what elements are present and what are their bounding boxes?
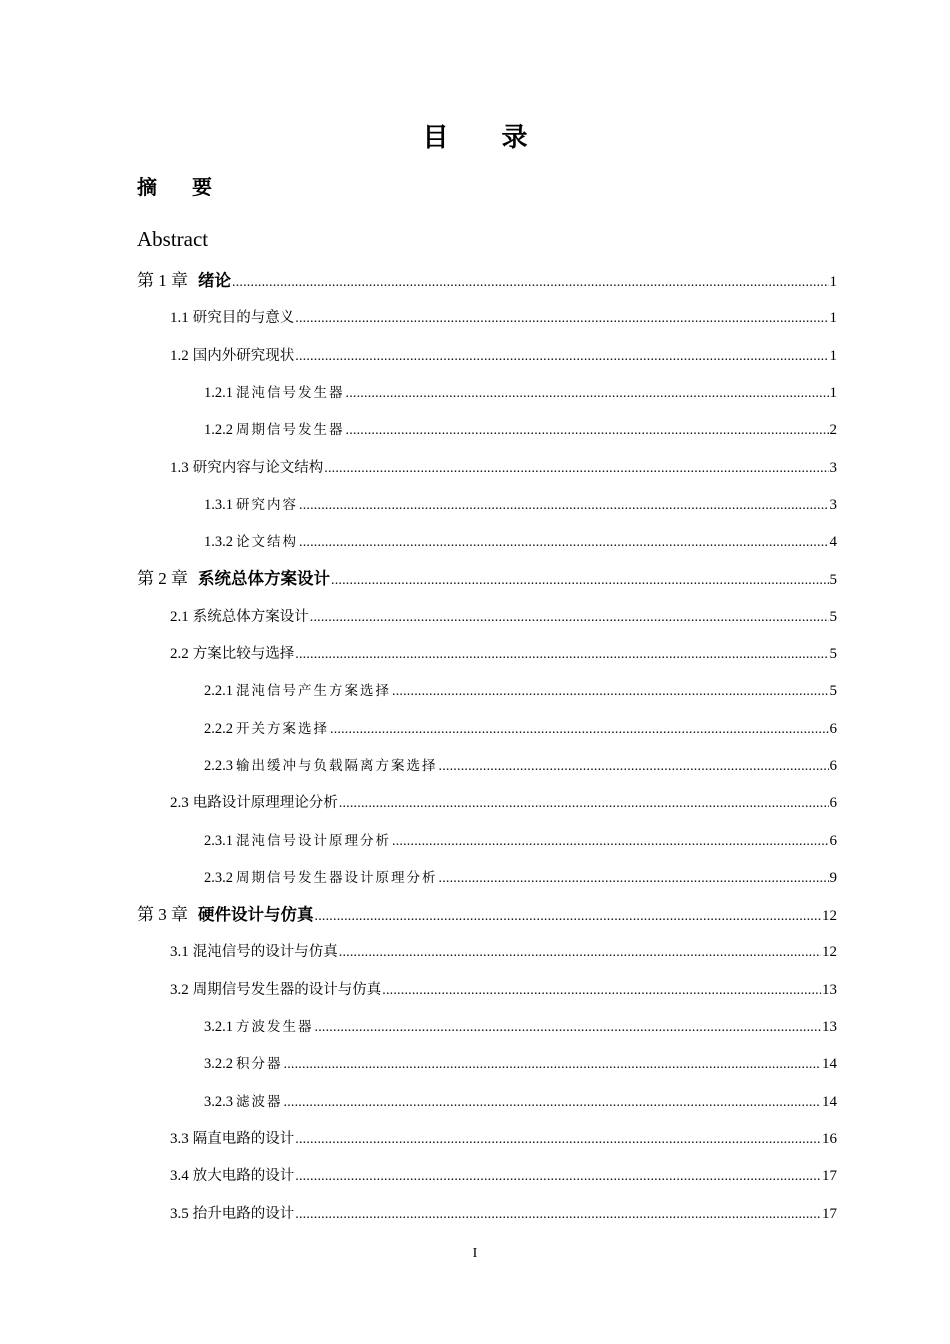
toc-entry-page: 3 [829, 460, 837, 476]
toc-entry-number: 第 3 章 [137, 905, 188, 924]
toc-entry-number: 1.3 [170, 460, 189, 476]
toc-entry-page: 14 [822, 1094, 837, 1110]
toc-entry[interactable] [170, 343, 837, 369]
toc-entry-label: 隔直电路的设计 [192, 1131, 295, 1147]
toc-entry[interactable] [137, 902, 837, 928]
toc-entry-page: 2 [829, 422, 837, 438]
toc-entry-label: 绪论 [198, 271, 231, 290]
toc-dot-leader [331, 568, 829, 594]
toc-entry-page: 9 [829, 870, 837, 886]
toc-entry-label: 周期信号发生器的设计与仿真 [192, 982, 382, 998]
toc-entry[interactable] [170, 1201, 837, 1227]
toc-entry-label: 周期信号发生器 [236, 422, 345, 438]
toc-entry-page: 16 [822, 1131, 837, 1147]
toc-entry-number: 第 2 章 [137, 569, 188, 588]
toc-entry-number: 1.2.1 [204, 385, 233, 401]
toc-dot-leader [346, 418, 829, 444]
toc-entry[interactable] [170, 455, 837, 481]
toc-entry[interactable] [170, 977, 837, 1003]
toc-entry[interactable] [204, 1051, 837, 1077]
toc-dot-leader [382, 978, 821, 1004]
toc-dot-leader [295, 306, 828, 332]
toc-entry-page: 5 [829, 646, 837, 662]
toc-entry[interactable] [204, 492, 837, 518]
toc-dot-leader [299, 493, 829, 519]
toc-entry-page: 4 [829, 534, 837, 550]
toc-entry-label: 混沌信号的设计与仿真 [192, 944, 338, 960]
toc-entry-page: 17 [822, 1206, 837, 1222]
toc-entry[interactable] [137, 268, 837, 294]
toc-dot-leader [295, 642, 828, 668]
toc-dot-leader [295, 344, 828, 370]
toc-entry-label: 论文结构 [236, 534, 298, 550]
toc-entry[interactable] [204, 529, 837, 555]
toc-entry-label: 混沌信号设计原理分析 [236, 833, 391, 849]
toc-entry[interactable] [204, 1014, 837, 1040]
toc-entry[interactable] [170, 939, 837, 965]
toc-entry-label: 系统总体方案设计 [192, 609, 309, 625]
toc-entry-number: 1.2 [170, 348, 189, 364]
toc-entry-number: 1.3.2 [204, 534, 233, 550]
toc-dot-leader [310, 605, 829, 631]
toc-entry-label: 电路设计原理理论分析 [192, 795, 338, 811]
toc-entry-page: 1 [829, 385, 837, 401]
toc-entry-page: 6 [829, 795, 837, 811]
abstract-cn-heading[interactable]: 摘 要 [137, 175, 226, 199]
toc-entry-label: 混沌信号发生器 [236, 385, 345, 401]
toc-dot-leader [299, 530, 829, 556]
toc-entry-label: 混沌信号产生方案选择 [236, 683, 391, 699]
toc-entry-number: 3.5 [170, 1206, 189, 1222]
toc-entry-number: 3.2.3 [204, 1094, 233, 1110]
toc-dot-leader [439, 866, 829, 892]
toc-entry-label: 滤波器 [236, 1094, 283, 1110]
toc-entry-label: 周期信号发生器设计原理分析 [236, 870, 438, 886]
toc-entry-page: 12 [822, 944, 837, 960]
toc-entry-number: 2.2.1 [204, 683, 233, 699]
toc-entry-number: 2.3 [170, 795, 189, 811]
toc-entry-page: 12 [822, 908, 837, 924]
toc-dot-leader [232, 270, 829, 296]
toc-entry-page: 3 [829, 497, 837, 513]
toc-dot-leader [346, 381, 829, 407]
toc-entry-label: 系统总体方案设计 [198, 569, 330, 588]
toc-dot-leader [295, 1127, 821, 1153]
toc-entry-page: 5 [829, 683, 837, 699]
toc-dot-leader [330, 717, 829, 743]
toc-entry[interactable] [170, 1163, 837, 1189]
toc-entry[interactable] [170, 1126, 837, 1152]
toc-entry-label: 研究内容与论文结构 [192, 460, 324, 476]
toc-entry-page: 1 [829, 310, 837, 326]
toc-entry-page: 13 [822, 982, 837, 998]
toc-entry-label: 方波发生器 [236, 1019, 314, 1035]
toc-dot-leader [324, 456, 828, 482]
toc-entry-label: 方案比较与选择 [192, 646, 295, 662]
toc-entry[interactable] [204, 1089, 837, 1115]
toc-entry-number: 2.1 [170, 609, 189, 625]
toc-entry-number: 第 1 章 [137, 271, 188, 290]
toc-dot-leader [315, 904, 822, 930]
toc-dot-leader [439, 754, 829, 780]
toc-entry[interactable] [137, 566, 837, 592]
toc-dot-leader [295, 1202, 821, 1228]
toc-entry-page: 1 [829, 348, 837, 364]
toc-entry-number: 1.2.2 [204, 422, 233, 438]
toc-entry-label: 硬件设计与仿真 [198, 905, 314, 924]
toc-entry-number: 2.3.1 [204, 833, 233, 849]
toc-entry[interactable] [204, 417, 837, 443]
toc-entry-number: 3.2.2 [204, 1056, 233, 1072]
toc-dot-leader [392, 679, 829, 705]
toc-dot-leader [284, 1090, 822, 1116]
page-number: I [472, 1246, 478, 1261]
toc-entry-number: 3.2 [170, 982, 189, 998]
toc-entry-label: 放大电路的设计 [192, 1168, 295, 1184]
toc-entry-number: 2.2.3 [204, 758, 233, 774]
toc-dot-leader [339, 791, 829, 817]
abstract-en-heading[interactable]: Abstract [137, 227, 209, 251]
toc-entry-label: 研究目的与意义 [192, 310, 295, 326]
toc-dot-leader [392, 829, 829, 855]
toc-dot-leader [284, 1052, 822, 1078]
page-title: 目 录 [422, 123, 550, 153]
toc-entry-number: 3.1 [170, 944, 189, 960]
toc-entry-label: 积分器 [236, 1056, 283, 1072]
toc-entry[interactable] [204, 380, 837, 406]
toc-entry[interactable] [204, 678, 837, 704]
toc-entry[interactable] [204, 828, 837, 854]
toc-entry-label: 研究内容 [236, 497, 298, 513]
toc-entry-page: 14 [822, 1056, 837, 1072]
toc-entry-page: 6 [829, 833, 837, 849]
toc-entry-page: 6 [829, 721, 837, 737]
toc-entry-label: 开关方案选择 [236, 721, 329, 737]
toc-entry[interactable] [170, 305, 837, 331]
toc-entry-number: 3.4 [170, 1168, 189, 1184]
toc-entry-number: 1.3.1 [204, 497, 233, 513]
toc-entry-number: 2.2 [170, 646, 189, 662]
toc-entry[interactable] [170, 604, 837, 630]
toc-entry-label: 国内外研究现状 [192, 348, 295, 364]
toc-entry[interactable] [204, 716, 837, 742]
toc-dot-leader [295, 1164, 821, 1190]
toc-entry-number: 1.1 [170, 310, 189, 326]
toc-entry-number: 2.2.2 [204, 721, 233, 737]
toc-dot-leader [339, 940, 821, 966]
toc-entry[interactable] [204, 865, 837, 891]
toc-dot-leader [315, 1015, 822, 1041]
toc-entry[interactable] [204, 753, 837, 779]
toc-entry-number: 3.2.1 [204, 1019, 233, 1035]
toc-entry-page: 5 [829, 572, 837, 588]
toc-entry-number: 2.3.2 [204, 870, 233, 886]
toc-entry-label: 抬升电路的设计 [192, 1206, 295, 1222]
toc-entry-page: 5 [829, 609, 837, 625]
toc-entry[interactable] [170, 790, 837, 816]
toc-entry[interactable] [170, 641, 837, 667]
toc-entry-page: 17 [822, 1168, 837, 1184]
toc-entry-page: 13 [822, 1019, 837, 1035]
toc-entry-page: 6 [829, 758, 837, 774]
toc-entry-page: 1 [829, 274, 837, 290]
toc-entry-label: 输出缓冲与负载隔离方案选择 [236, 758, 438, 774]
toc-entry-number: 3.3 [170, 1131, 189, 1147]
